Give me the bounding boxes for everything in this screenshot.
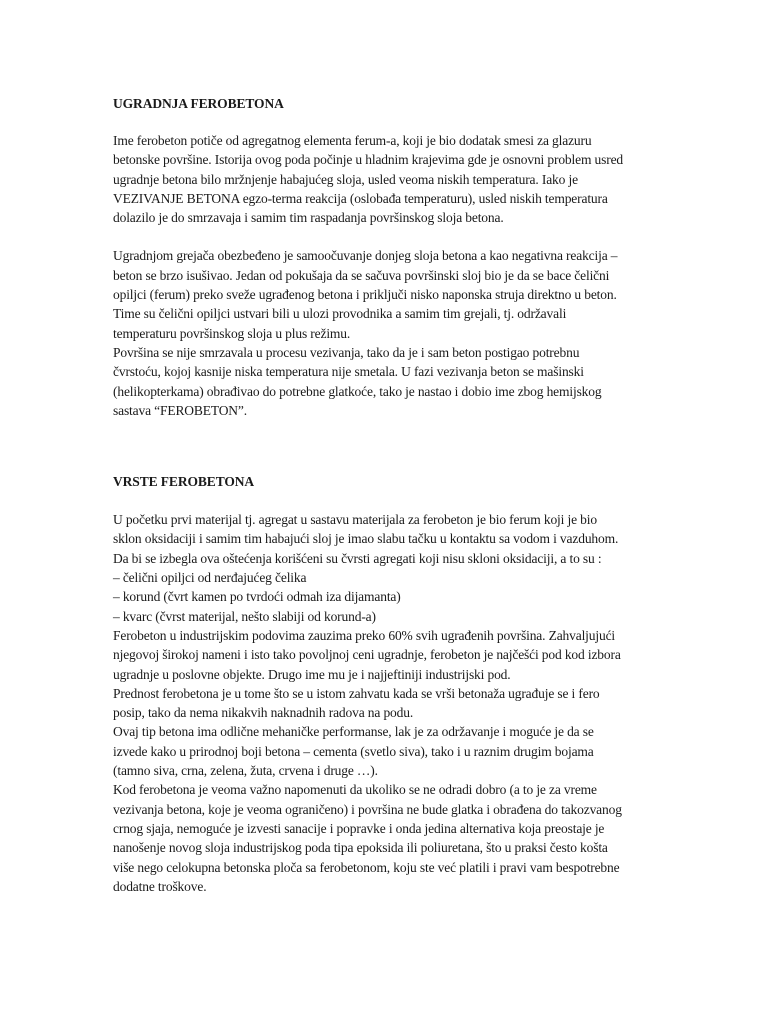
text-line: sastava “FEROBETON”. — [113, 402, 247, 418]
list-item: – čelični opiljci od nerđajućeg čelika — [113, 570, 307, 586]
text-line: VEZIVANJE BETONA egzo-terma reakcija (oslobađa temperaturu), usled niskih temperatura — [113, 190, 608, 206]
text-line: Ferobeton u industrijskim podovima zauzima preko 60% svih ugrađenih površina. Zahvaljujući — [113, 627, 616, 643]
text-line: ugradnje u poslovne objekte. Drugo ime mu je i najjeftiniji industrijski pod. — [113, 666, 511, 682]
text-line: Da bi se izbegla ova oštećenja korišćeni su čvrsti agregati koji nisu skloni oksidaciji, a to su : — [113, 550, 602, 566]
text-line: izvede kako u prirodnoj boji betona – cementa (svetlo siva), tako i u raznim drugim bojama — [113, 743, 594, 759]
text-line: čvrstoću, kojoj kasnije niska temperatura nije smetala. U fazi vezivanja beton se mašinski — [113, 364, 584, 380]
text-line: sklon oksidaciji i samim tim habajući sloj je imao slabu tačku u kontaktu sa vodom i vazduhom. — [113, 531, 619, 547]
text-line: više nego celokupna betonska ploča sa ferobetonom, koju ste već platili i pravi vam bespotrebne — [113, 859, 620, 875]
text-line: Prednost ferobetona je u tome što se u istom zahvatu kada se vrši betonaža ugrađuje se i fero — [113, 685, 600, 701]
text-line: njegovoj širokoj nameni i isto tako povoljnoj ceni ugradnje, ferobeton je najčešći pod kod izbora — [113, 647, 621, 663]
heading-vrste-ferobetona: VRSTE FEROBETONA — [113, 474, 255, 490]
text-line: Površina se nije smrzavala u procesu vezivanja, tako da je i sam beton postigao potrebnu — [113, 344, 580, 360]
paragraph-3 — [113, 510, 653, 896]
text-line: crnog sjaja, nemoguće je izvesti sanacije i popravke i onda jedina alternativa koja preostaje je — [113, 820, 605, 836]
heading-ugradnja-ferobetona: UGRADNJA FEROBETONA — [113, 96, 284, 111]
text-line: Time su čelični opiljci ustvari bili u ulozi provodnika a samim tim grejali, tj. održavali — [113, 306, 567, 322]
text-line: Kod ferobetona je veoma važno napomenuti da ukoliko se ne odradi dobro (a to je za vreme — [113, 782, 597, 798]
text-line: betonske površine. Istorija ovog poda počinje u hladnim krajevima gde je osnovni problem usred — [113, 152, 624, 168]
document-page — [113, 88, 653, 896]
text-line: Ime ferobeton potiče od agregatnog elementa ferum-a, koji je bio dodatak smesi za glazuru — [113, 133, 592, 148]
text-line: dodatne troškove. — [113, 878, 207, 894]
text-line: (helikopterkama) obrađivao do potrebne glatkoće, tako je nastao i dobio ime zbog hemijskog — [113, 383, 602, 399]
list-item: – kvarc (čvrst materijal, nešto slabiji od korund-a) — [113, 608, 376, 624]
text-line: temperaturu površinskog sloja u plus režimu. — [113, 325, 351, 341]
paragraph-1 — [113, 131, 653, 227]
text-line: U početku prvi materijal tj. agregat u sastavu materijala za ferobeton je bio ferum koji je bio — [113, 512, 597, 528]
text-line: Ovaj tip betona ima odlične mehaničke performanse, lak je za održavanje i moguće je da se — [113, 724, 594, 740]
paragraph-2 — [113, 246, 653, 420]
text-line: opiljci (ferum) preko sveže ugrađenog betona i priključi nisko naponska struja direktno u beton. — [113, 287, 617, 303]
text-line: posip, tako da nema nikakvih naknadnih radova na podu. — [113, 705, 414, 721]
text-line: Ugradnjom grejača obezbeđeno je samoočuvanje donjeg sloja betona a kao negativna reakcija – — [113, 248, 618, 264]
text-line: (tamno siva, crna, zelena, žuta, crvena i druge …). — [113, 763, 378, 779]
text-line: nanošenje novog sloja industrijskog poda tipa epoksida ili poliuretana, što u praksi često košta — [113, 840, 608, 856]
text-line: vezivanja betona, koje je veoma ograničeno) i površina ne bude glatka i obrađena do takozvanog — [113, 801, 622, 817]
text-line: dolazilo je do smrzavaja i samim tim raspadanja površinskog sloja betona. — [113, 210, 504, 226]
text-line: beton se brzo isušivao. Jedan od pokušaja da se sačuva površinski sloj bio je da se bace čelični — [113, 267, 610, 283]
list-item: – korund (čvrt kamen po tvrdoći odmah iza dijamanta) — [113, 589, 401, 605]
text-line: ugradnje betona bilo mržnjenje habajućeg sloja, usled veoma niskih temperatura. Iako je — [113, 171, 578, 187]
